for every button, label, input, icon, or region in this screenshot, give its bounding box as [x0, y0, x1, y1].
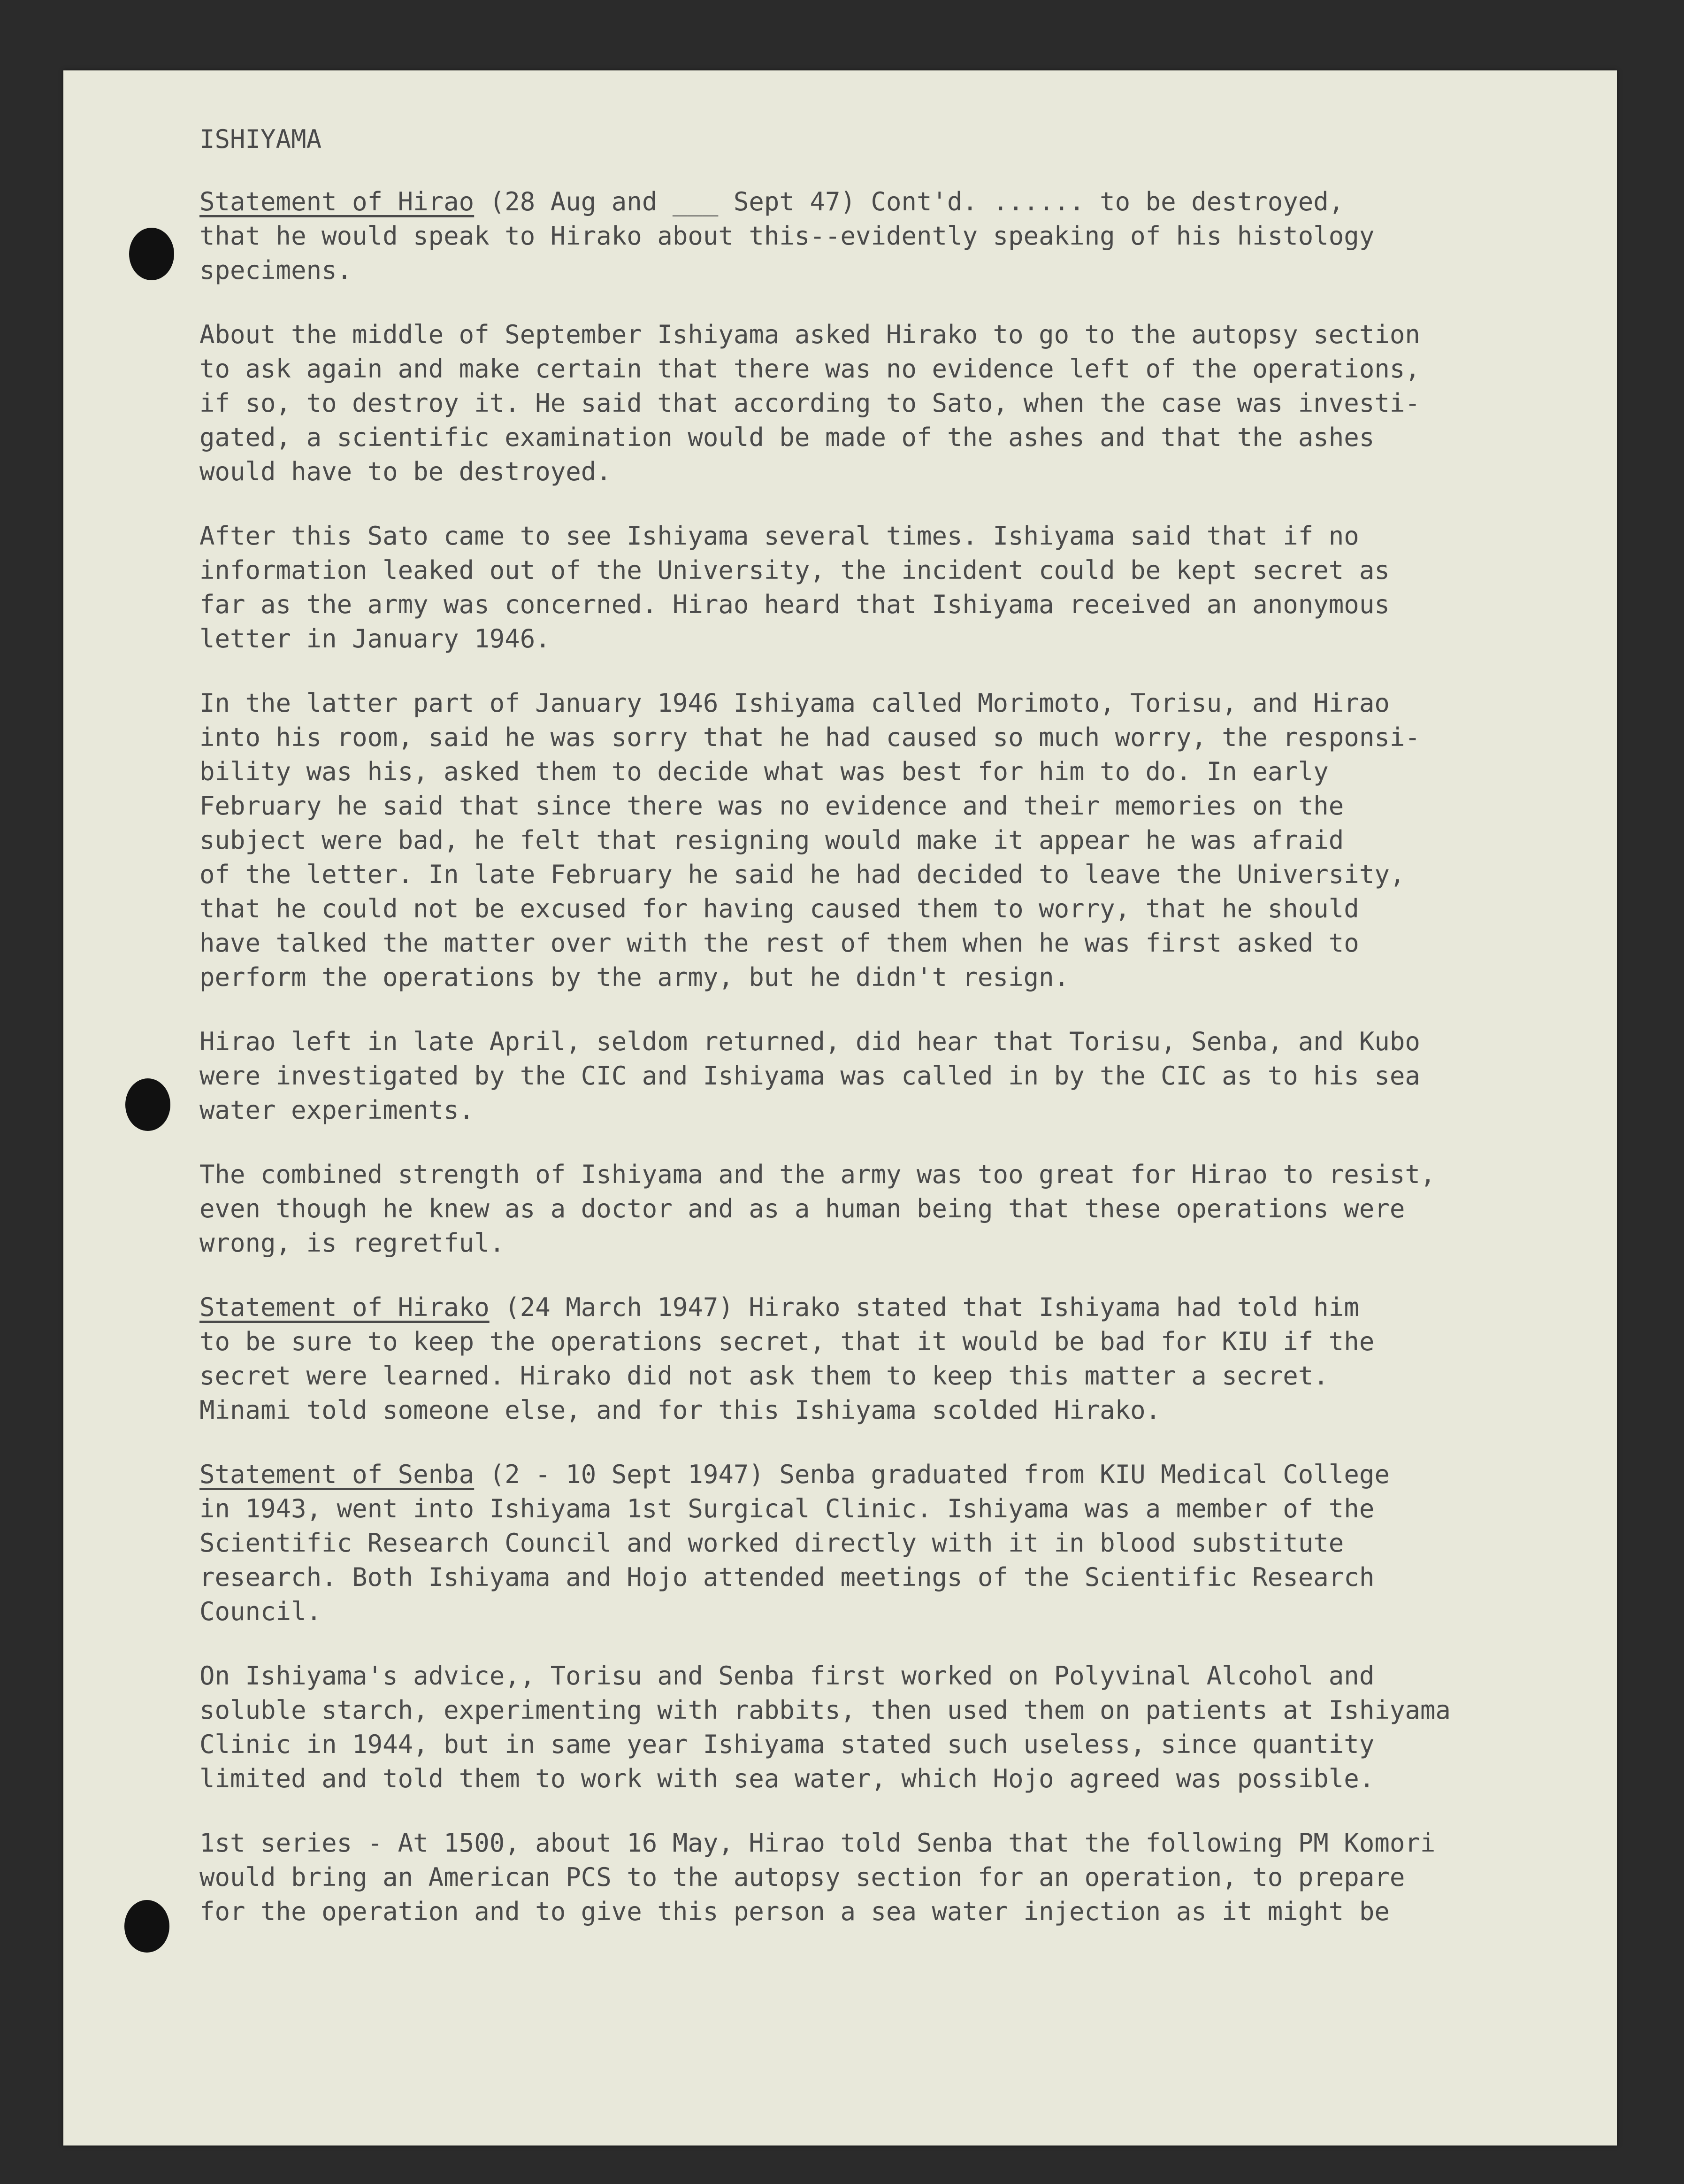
paragraph-text: (28 Aug and ___ Sept 47) Cont'd. ...... to be destroyed, that he would speak to Hirako about this--evidently speaking of his histology specimens. [199, 187, 1375, 285]
paragraph [199, 1024, 1570, 1127]
paragraph [199, 1659, 1570, 1796]
paragraph-text: In the latter part of January 1946 Ishiyama called Morimoto, Torisu, and Hirao into his room, said he was sorry that he had caused so much worry, the responsi- bility was his, asked them to decide what was best for him to do. In early February he said that since there was no evidence and their memories on the subject were bad, he felt that resigning would make it appear he was afraid of the letter. In late February he said he had decided to leave the University, that he could not be excused for having caused them to worry, that he should have talked the matter over with the rest of them when he was first asked to perform the operations by the army, but he didn't resign. [199, 688, 1420, 992]
paragraph-text: 1st series - At 1500, about 16 May, Hirao told Senba that the following PM Komori would bring an American PCS to the autopsy section for an operation, to prepare for the operation and to give this person a sea water injection as it might be [199, 1828, 1436, 1926]
punch-hole [124, 1900, 169, 1953]
paragraph [199, 317, 1570, 489]
paragraph-text: Hirao left in late April, seldom returned, did hear that Torisu, Senba, and Kubo were investigated by the CIC and Ishiyama was called in by the CIC as to his sea water experiments. [199, 1027, 1420, 1125]
paragraph-text: (24 March 1947) Hirako stated that Ishiyama had told him to be sure to keep the operations secret, that it would be bad for KIU if the secret were learned. Hirako did not ask them to keep this matter a secret. Minami told someone else, and for this Ishiyama scolded Hirako. [199, 1292, 1375, 1425]
paragraph [199, 1290, 1570, 1427]
paragraph-text: On Ishiyama's advice,, Torisu and Senba first worked on Polyvinal Alcohol and soluble starch, experimenting with rabbits, then used them on patients at Ishiyama Clinic in 1944, but in same year Ishiyama stated such useless, since quantity limited and told them to work with sea water, which Hojo agreed was possible. [199, 1661, 1451, 1793]
paragraph-text: The combined strength of Ishiyama and the army was too great for Hirao to resist, even though he knew as a doctor and as a human being that these operations were wrong, is regretful. [199, 1160, 1436, 1258]
paragraph-text: About the middle of September Ishiyama asked Hirako to go to the autopsy section to ask again and make certain that there was no evidence left of the operations, if so, to destroy it. He said that according to Sato, when the case was investi- gated, a scientific examination would be made of the ashes and that the ashes would have to be destroyed. [199, 320, 1420, 486]
paragraph [199, 1457, 1570, 1629]
punch-hole [129, 228, 174, 280]
page-header: ISHIYAMA [199, 124, 322, 154]
statement-heading: Statement of Hirao [199, 187, 475, 216]
statement-heading: Statement of Senba [199, 1460, 475, 1489]
paragraph [199, 519, 1570, 656]
paragraph [199, 185, 1570, 287]
paragraph [199, 1157, 1570, 1260]
paragraph-text: (2 - 10 Sept 1947) Senba graduated from KIU Medical College in 1943, went into Ishiyama 1st Surgical Clinic. Ishiyama was a member of the Scientific Research Council and worked directly with it in blood substitute research. Both Ishiyama and Hojo attended meetings of the Scientific Research Council. [199, 1460, 1390, 1626]
statement-heading: Statement of Hirako [199, 1292, 490, 1322]
punch-hole [125, 1078, 170, 1131]
document-body [199, 122, 1570, 1959]
paragraph-text: After this Sato came to see Ishiyama several times. Ishiyama said that if no information leaked out of the University, the incident could be kept secret as far as the army was concerned. Hirao heard that Ishiyama received an anonymous letter in January 1946. [199, 521, 1390, 654]
paragraph [199, 1826, 1570, 1929]
paragraph [199, 686, 1570, 994]
